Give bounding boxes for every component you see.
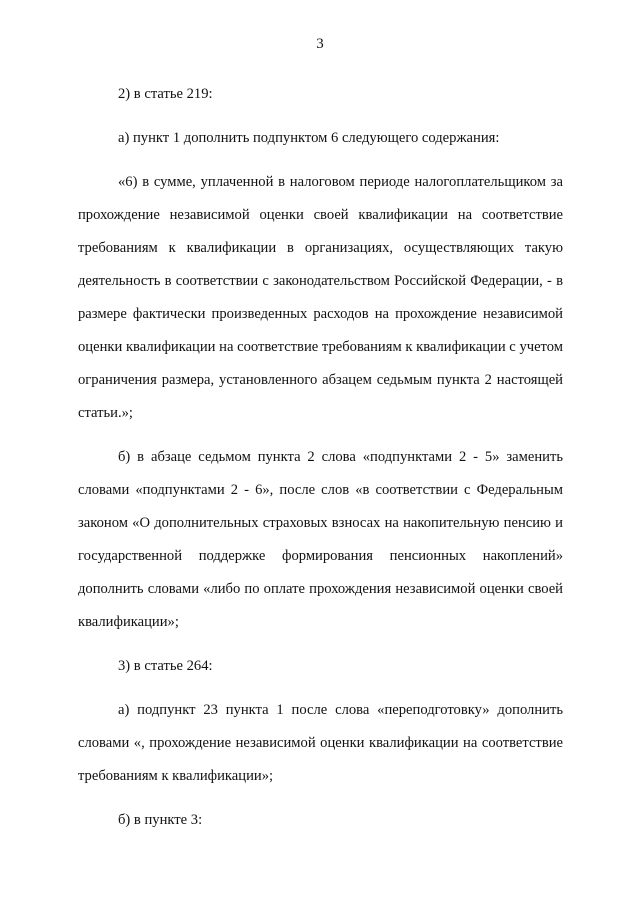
paragraph-264-a: а) подпункт 23 пункта 1 после слова «переподготовку» дополнить словами «, прохождение независимой оценки квалификации на соответствие требованиям к квалификации»; <box>78 702 563 784</box>
paragraph-219-a: а) пункт 1 дополнить подпунктом 6 следующего содержания: <box>118 130 500 146</box>
document-body <box>78 78 563 848</box>
page-number: 3 <box>316 36 324 52</box>
paragraph-article-264: 3) в статье 264: <box>118 658 213 674</box>
paragraph-264-b: б) в пункте 3: <box>118 812 203 828</box>
paragraph-article-219: 2) в статье 219: <box>118 86 213 102</box>
paragraph-219-a-quote: «6) в сумме, уплаченной в налоговом периоде налогоплательщиком за прохождение независимой оценки своей квалификации на соответствие требованиям к квалификации в организациях, осуществляющих такую деятельность в соответствии с законодательством Российской Федерации, - в размере фактически произведенных расходов на прохождение независимой оценки квалификации на соответствие требованиям к квалификации с учетом ограничения размера, установленного абзацем седьмым пункта 2 настоящей статьи.»; <box>78 174 563 421</box>
paragraph-219-b: б) в абзаце седьмом пункта 2 слова «подпунктами 2 - 5» заменить словами «подпунктами 2 - 6», после слов «в соответствии с Федеральным законом «О дополнительных страховых взносах на накопительную пенсию и государственной поддержке формирования пенсионных накоплений» дополнить словами «либо по оплате прохождения независимой оценки своей квалификации»; <box>78 449 563 630</box>
